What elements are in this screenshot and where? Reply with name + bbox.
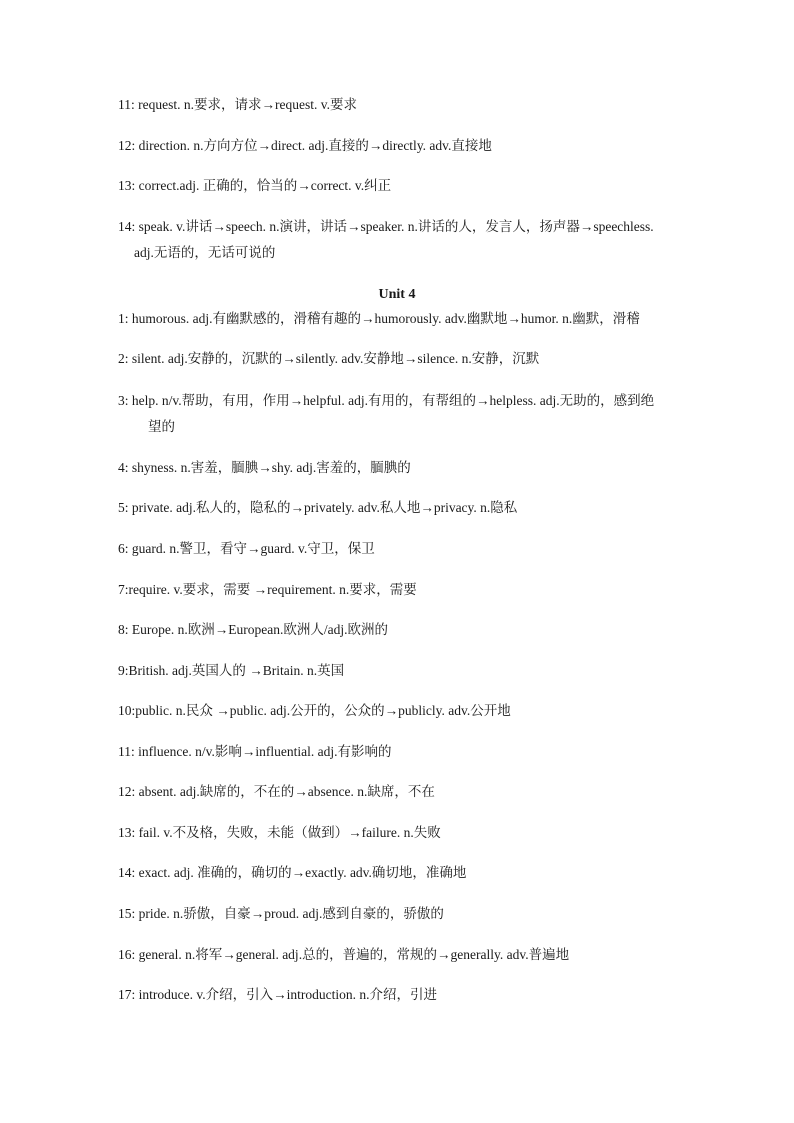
unit4-entry-14: 14: exact. adj. 准确的，确切的→exactly. adv.确切地，准确地: [118, 865, 467, 880]
unit4-entry-10: 10:public. n.民众 →public. adj.公开的，公众的→publicly. adv.公开地: [118, 703, 511, 718]
unit4-entry-2: 2: silent. adj.安静的，沉默的→silently. adv.安静地→silence. n.安静，沉默: [118, 351, 540, 366]
unit4-entry-6: 6: guard. n.警卫，看守→guard. v.守卫，保卫: [118, 541, 375, 556]
vocab-entry-14-line1: 14: speak. v.讲话→speech. n.演讲，讲话→speaker. n.讲话的人，发言人，扬声器→speechless.: [118, 219, 654, 234]
vocab-entry-14: [118, 214, 684, 266]
unit4-entry-11: 11: influence. n/v.影响→influential. adj.有影响的: [118, 744, 392, 759]
vocab-entry-13: 13: correct.adj. 正确的，恰当的→correct. v.纠正: [118, 178, 392, 193]
unit-heading: Unit 4: [378, 287, 416, 302]
unit4-entry-7: 7:require. v.要求，需要 →requirement. n.要求，需要: [118, 582, 417, 597]
unit4-entry-3-line1: 3: help. n/v.帮助，有用，作用→helpful. adj.有用的，有帮组的→helpless. adj.无助的，感到绝: [118, 393, 655, 408]
unit4-entry-9: 9:British. adj.英国人的 →Britain. n.英国: [118, 663, 345, 678]
vocab-entry-11: 11: request. n.要求，请求→request. v.要求: [118, 97, 357, 112]
vocab-entry-14-line2: adj.无语的，无话可说的: [134, 245, 276, 260]
unit4-entry-13: 13: fail. v.不及格，失败，未能（做到）→failure. n.失败: [118, 825, 441, 840]
unit4-entry-3: [118, 388, 684, 440]
unit4-entry-8: 8: Europe. n.欧洲→European.欧洲人/adj.欧洲的: [118, 622, 388, 637]
unit4-entry-16: 16: general. n.将军→general. adj.总的，普遍的，常规的→generally. adv.普遍地: [118, 947, 570, 962]
unit4-entry-5: 5: private. adj.私人的，隐私的→privately. adv.私人地→privacy. n.隐私: [118, 500, 518, 515]
unit4-entry-15: 15: pride. n.骄傲，自豪→proud. adj.感到自豪的，骄傲的: [118, 906, 444, 921]
unit4-entry-3-line2: 望的: [148, 419, 175, 434]
unit4-entry-1: 1: humorous. adj.有幽默感的，滑稽有趣的→humorously. adv.幽默地→humor. n.幽默，滑稽: [118, 311, 640, 326]
unit4-entry-4: 4: shyness. n.害羞，腼腆→shy. adj.害羞的，腼腆的: [118, 460, 411, 475]
unit4-entry-17: 17: introduce. v.介绍，引入→introduction. n.介绍，引进: [118, 987, 437, 1002]
unit4-entry-12: 12: absent. adj.缺席的，不在的→absence. n.缺席，不在: [118, 784, 435, 799]
vocab-entry-12: 12: direction. n.方向方位→direct. adj.直接的→directly. adv.直接地: [118, 138, 492, 153]
